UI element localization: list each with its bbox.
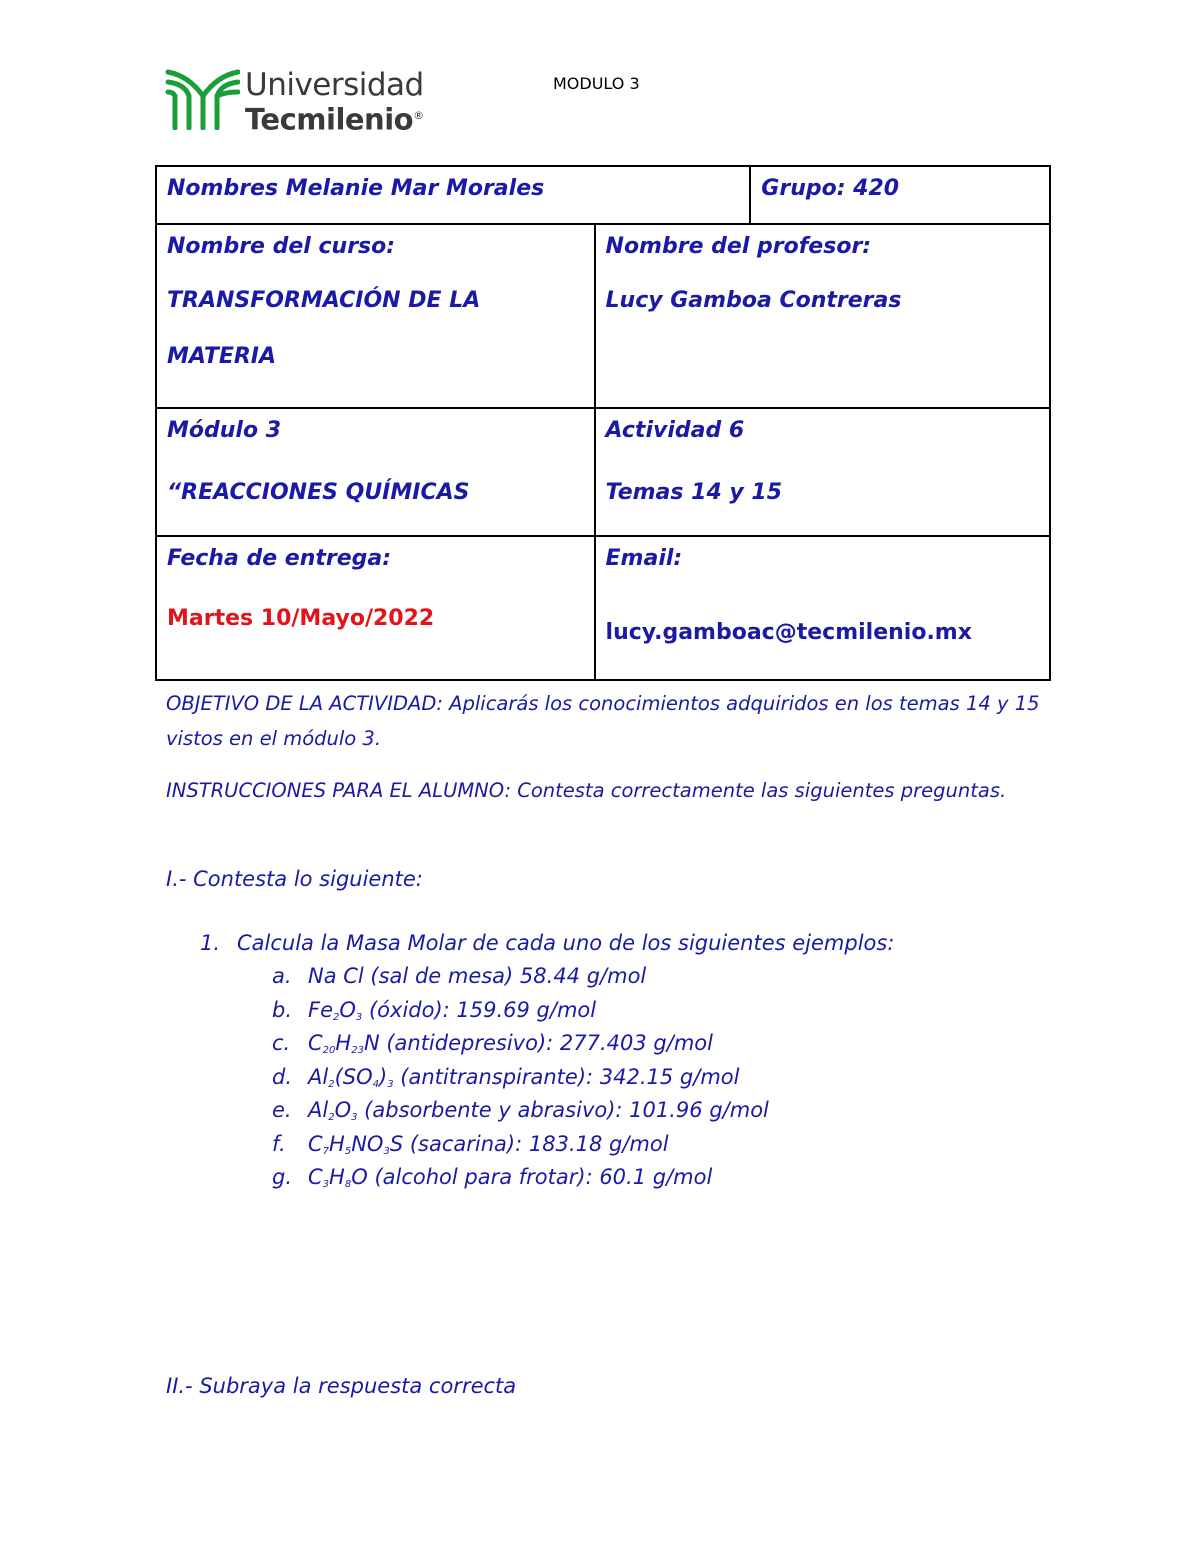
item-text: (alcohol para frotar): 60.1 g/mol [374,1165,713,1189]
item-formula-text: $Fe_2O_3$ (óxido): 159.69 g/mol [308,997,597,1023]
item-letter: a. [272,964,292,988]
item-text: Na Cl (sal de mesa) 58.44 g/mol [308,964,647,988]
registered-mark: ® [413,109,424,122]
course-name-line1: TRANSFORMACIÓN DE LA [167,288,481,313]
activity-label: Actividad 6 [605,418,745,443]
item-formula-text: $Al_2(SO_4)_3$ (antitranspirante): 342.15 g/mol [308,1064,740,1090]
group: Grupo: 420 [761,176,900,201]
question-text: Calcula la Masa Molar de cada uno de los siguientes ejemplos: [237,931,895,955]
section-1-heading: I.- Contesta lo siguiente: [166,867,423,891]
email-value: lucy.gamboac@tecmilenio.mx [605,620,972,645]
item-letter: g. [272,1165,293,1189]
course-label: Nombre del curso: [167,234,396,259]
objective-paragraph [166,686,1046,756]
info-table [155,165,1051,681]
teacher-label: Nombre del profesor: [605,234,872,259]
item-letter: c. [272,1031,291,1055]
due-date-cell [156,536,595,680]
logo-brand: Tecmilenio [245,102,414,137]
item-letter: e. [272,1098,292,1122]
question-number: 1. [200,931,221,955]
item-text: (sacarina): 183.18 g/mol [409,1131,669,1156]
item-text: (absorbente y abrasivo): 101.96 g/mol [364,1098,769,1122]
item-letter: d. [272,1064,293,1089]
logo-line-universidad: Universidad [245,67,424,103]
tecmilenio-leaf-icon [165,66,240,130]
student-name: Nombres Melanie Mar Morales [167,176,545,201]
module-cell [156,408,595,536]
objective-text: Aplicarás los conocimientos adquiridos en los temas 14 y 15 vistos en el módulo 3. [166,692,1040,750]
logo-line-tecmilenio [245,100,424,136]
instructions-label: INSTRUCCIONES PARA EL ALUMNO: [166,779,512,802]
item-formula-text: $Al_2O_3$ (absorbente y abrasivo): 101.96 g/mol [308,1098,769,1123]
teacher-name: Lucy Gamboa Contreras [605,288,902,313]
section-2-heading: II.- Subraya la respuesta correcta [166,1374,517,1398]
due-date: Martes 10/Mayo/2022 [167,606,435,631]
item-text: (antidepresivo): 277.403 g/mol [386,1031,713,1055]
objective-label: OBJETIVO DE LA ACTIVIDAD: [166,692,443,715]
instructions-paragraph [166,773,1046,808]
course-name-line2: MATERIA [167,344,277,369]
activity-cell [595,408,1050,536]
module-label: Módulo 3 [167,418,282,443]
item-formula-text: $C_7H_5NO_3S$ (sacarina): 183.18 g/mol [308,1131,669,1157]
item-formula-text: $C_{20}H_{23}N$ (antidepresivo): 277.403 g/mol [308,1031,713,1056]
group-cell [750,166,1050,224]
email-label: Email: [605,546,683,571]
item-letter: b. [272,997,293,1022]
email-cell [595,536,1050,680]
activity-topics: Temas 14 y 15 [605,480,783,505]
course-cell [156,224,595,408]
item-formula-text: $C_3H_8O$ (alcohol para frotar): 60.1 g/mol [308,1165,713,1190]
university-logo [165,66,445,136]
student-name-cell [156,166,750,224]
instructions-text: Contesta correctamente las siguientes preguntas. [511,779,1007,802]
due-date-label: Fecha de entrega: [167,546,392,571]
item-text: (antitranspirante): 342.15 g/mol [400,1064,740,1089]
item-letter: f. [272,1131,286,1156]
module-title: “REACCIONES QUÍMICAS [167,480,470,505]
teacher-cell [595,224,1050,408]
module-header: MODULO 3 [553,74,640,93]
item-text: (óxido): 159.69 g/mol [368,997,597,1022]
